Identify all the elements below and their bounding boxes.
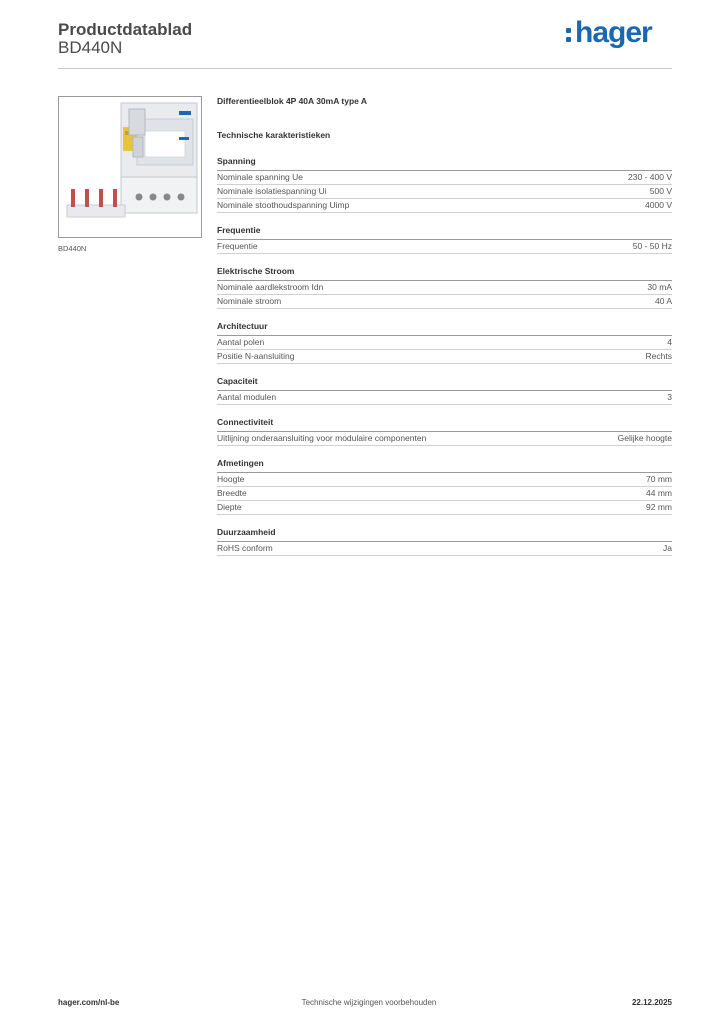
spec-label: Nominale stoothoudspanning Uimp	[217, 200, 350, 210]
tech-heading: Technische karakteristieken	[217, 130, 331, 140]
spec-row	[217, 350, 672, 364]
section-title: Duurzaamheid	[217, 527, 672, 542]
section-title: Connectiviteit	[217, 417, 672, 432]
spec-section	[217, 417, 672, 446]
footer-disclaimer: Technische wijzigingen voorbehouden	[301, 998, 437, 1007]
spec-row	[217, 171, 672, 185]
spec-row	[217, 501, 672, 515]
spec-label: Nominale stroom	[217, 296, 282, 306]
section-title: Spanning	[217, 156, 672, 171]
logo-text: hager	[575, 16, 652, 49]
product-name: Differentieelblok 4P 40A 30mA type A	[217, 96, 368, 106]
footer-website[interactable]: hager.com/nl-be	[58, 998, 120, 1007]
spec-section	[217, 225, 672, 254]
spec-value: 4	[667, 337, 672, 347]
section-title: Capaciteit	[217, 376, 672, 391]
spec-label: Nominale aardlekstroom Idn	[217, 282, 324, 292]
spec-row	[217, 336, 672, 350]
spec-label: Nominale isolatiespanning Ui	[217, 186, 327, 196]
spec-section	[217, 458, 672, 515]
spec-label: RoHS conform	[217, 543, 273, 553]
spec-label: Positie N-aansluiting	[217, 351, 295, 361]
product-code: BD440N	[58, 38, 123, 57]
spec-sections	[217, 156, 672, 556]
spec-section	[217, 376, 672, 405]
logo-dots-icon	[566, 24, 573, 44]
spec-row	[217, 432, 672, 446]
spec-label: Uitlijning onderaansluiting voor modulaire componenten	[217, 433, 427, 443]
spec-row	[217, 391, 672, 405]
spec-value: Gelijke hoogte	[617, 433, 672, 443]
spec-row	[217, 542, 672, 556]
spec-value: 230 - 400 V	[628, 172, 672, 182]
spec-row	[217, 487, 672, 501]
spec-content	[217, 96, 672, 556]
spec-label: Nominale spanning Ue	[217, 172, 303, 182]
header-divider	[58, 68, 672, 69]
spec-value: 92 mm	[646, 502, 672, 512]
spec-label: Hoogte	[217, 474, 245, 484]
section-title: Afmetingen	[217, 458, 672, 473]
spec-row	[217, 295, 672, 309]
document-title: Productdatablad	[58, 20, 193, 39]
spec-label: Aantal modulen	[217, 392, 277, 402]
spec-section	[217, 527, 672, 556]
spec-section	[217, 321, 672, 364]
spec-value: 30 mA	[647, 282, 672, 292]
spec-value: 44 mm	[646, 488, 672, 498]
spec-value: Ja	[663, 543, 672, 553]
spec-value: Rechts	[645, 351, 672, 361]
spec-value: 3	[667, 392, 672, 402]
spec-row	[217, 185, 672, 199]
spec-row	[217, 240, 672, 254]
spec-section	[217, 156, 672, 213]
spec-value: 50 - 50 Hz	[632, 241, 672, 251]
spec-label: Diepte	[217, 502, 242, 512]
spec-section	[217, 266, 672, 309]
spec-value: 500 V	[649, 186, 672, 196]
spec-row	[217, 281, 672, 295]
footer-date: 22.12.2025	[631, 998, 672, 1007]
spec-row	[217, 473, 672, 487]
section-title: Elektrische Stroom	[217, 266, 672, 281]
spec-label: Breedte	[217, 488, 247, 498]
spec-value: 40 A	[654, 296, 672, 306]
section-title: Frequentie	[217, 225, 672, 240]
section-title: Architectuur	[217, 321, 672, 336]
spec-label: Aantal polen	[217, 337, 265, 347]
spec-row	[217, 199, 672, 213]
product-image	[58, 96, 202, 238]
spec-label: Frequentie	[217, 241, 258, 251]
rcd-block-illustration	[59, 97, 201, 237]
image-caption: BD440N	[58, 244, 87, 253]
spec-value: 4000 V	[645, 200, 672, 210]
spec-value: 70 mm	[646, 474, 672, 484]
hager-logo[interactable]	[566, 16, 652, 50]
